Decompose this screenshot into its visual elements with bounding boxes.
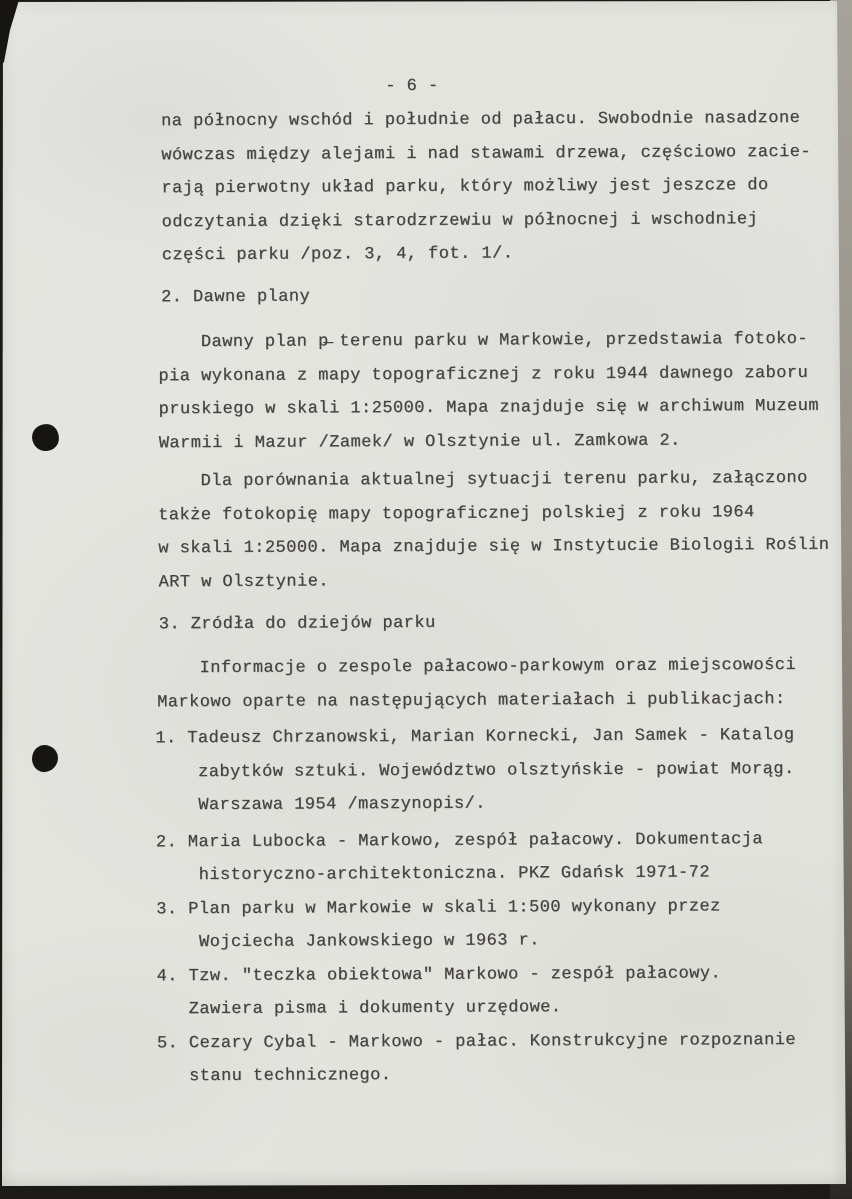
source-list xyxy=(155,719,796,1094)
text-line: Dawny plan p̶ terenu parku w Markowie, przedstawia fotoko- xyxy=(158,329,809,353)
list-item-line: Warszawa 1954 /maszynopis/. xyxy=(155,794,486,816)
text-line: Informacje o zespole pałacowo-parkowym oraz miejscowości xyxy=(156,655,797,679)
text-line: Markowo oparte na następujących materiałach i publikacjach: xyxy=(157,689,786,712)
list-item-line: zabytków sztuki. Województwo olsztyńskie - powiat Morąg. xyxy=(155,759,795,782)
text-line: Warmii i Mazur /Zamek/ w Olsztynie ul. Zamkowa 2. xyxy=(158,431,681,453)
text-line: pia wykonana z mapy topograficznej z roku 1944 dawnego zaboru xyxy=(158,363,809,386)
text-line: także fotokopię mapy topograficznej polskiej z roku 1964 xyxy=(158,502,755,525)
page-number: - 6 - xyxy=(385,76,439,97)
text-line: na północny wschód i południe od pałacu. Swobodnie nasadzone xyxy=(161,108,801,132)
list-item-line: Zawiera pisma i dokumenty urzędowe. xyxy=(156,998,562,1020)
text-line: ART w Olsztynie. xyxy=(158,571,330,592)
text-line: części parku /poz. 3, 4, fot. 1/. xyxy=(161,244,514,266)
paragraph-2 xyxy=(158,323,819,460)
list-item-line: historyczno-architektoniczna. PKZ Gdańsk 1971-72 xyxy=(156,863,711,886)
text-line: odczytania dzięki starodzrzewiu w północnej i wschodniej xyxy=(161,209,759,232)
text-line: w skali 1:25000. Mapa znajduje się w Instytucie Biologii Roślin xyxy=(158,535,830,559)
list-item-line: 4. Tzw. "teczka obiektowa" Markowo - zespół pałacowy. xyxy=(156,963,722,986)
section-heading-3: 3. Zródła do dziejów parku xyxy=(158,613,436,635)
list-item-line: 1. Tadeusz Chrzanowski, Marian Kornecki, Jan Samek - Katalog xyxy=(155,725,795,749)
paragraph-1 xyxy=(161,102,812,273)
text-line: wówczas między alejami i nad stawami drzewa, częściowo zacie- xyxy=(161,142,812,165)
list-item-line: 3. Plan parku w Markowie w skali 1:500 wykonany przez xyxy=(156,896,721,919)
paragraph-3 xyxy=(158,462,830,600)
text-line: pruskiego w skali 1:25000. Mapa znajduje się w archiwum Muzeum xyxy=(158,396,820,420)
list-item-line: Wojciecha Jankowskiego w 1963 r. xyxy=(156,931,540,953)
paragraph-4 xyxy=(157,649,796,719)
text-line: Dla porównania aktualnej sytuacji terenu parku, załączono xyxy=(157,468,808,492)
list-item-line: 5. Cezary Cybal - Markowo - pałac. Konstrukcyjne rozpoznanie xyxy=(156,1030,797,1053)
list-item-line: 2. Maria Lubocka - Markowo, zespół pałacowy. Dokumentacja xyxy=(155,829,764,852)
section-heading-2: 2. Dawne plany xyxy=(161,287,311,308)
list-item-line: stanu technicznego. xyxy=(157,1066,392,1087)
text-line: rają pierwotny układ parku, który możliwy jest jeszcze do xyxy=(161,176,769,199)
